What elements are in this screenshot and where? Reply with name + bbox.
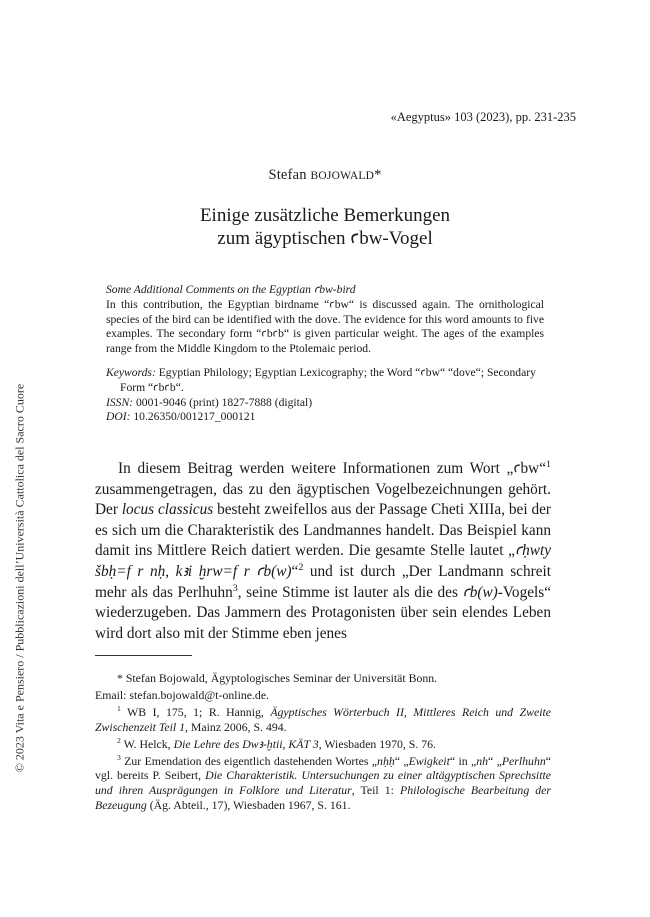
fn-span: “ „ xyxy=(488,753,502,768)
fn-italic: nḥḥ xyxy=(377,753,395,768)
doi-label: DOI: xyxy=(106,410,131,424)
abstract-label: Some Additional Comments on the Egyptian ꜥbw-bird xyxy=(106,283,356,296)
body-span: -Vogels“ wiederzugeben. Das Jammern des Protagonisten über sein elendes Leben wird dort also mit der Stimme eben jenes xyxy=(95,583,551,642)
footnote-email: Email: stefan.bojowald@t-online.de. xyxy=(95,687,270,702)
body-span: und ist durch „Der Landmann schreit mehr als das Perlhuhn xyxy=(95,562,551,601)
footnote-rule xyxy=(95,655,192,656)
fn-span: “ vgl. bereits P. Seibert, xyxy=(95,753,551,783)
footnote-number: 3 xyxy=(117,752,121,762)
issn-label: ISSN: xyxy=(106,395,134,409)
body-span: , seine Stimme ist lauter als die des xyxy=(237,583,463,601)
article-metadata xyxy=(106,366,544,425)
fn-span: (Äg. Abteil., 17), Wiesbaden 1967, S. 161. xyxy=(146,798,351,813)
body-paragraph xyxy=(95,459,551,644)
fn-italic: nh xyxy=(476,753,489,768)
body-text xyxy=(95,459,551,644)
body-span: besteht zweifellos aus der Passage Cheti XIIIa, bei der es sich um die Charakteristik des Landmannes handelt. Das Beispiel kann damit ins Mittlere Reich datiert werden. Die gesamte Stelle lautet „ xyxy=(95,501,551,560)
author-last: BOJOWALD xyxy=(310,170,375,182)
journal-citation: «Aegyptus» 103 (2023), pp. 231-235 xyxy=(390,110,576,124)
footnote-number: 2 xyxy=(117,735,121,745)
footnote-2 xyxy=(95,737,551,752)
author-first: Stefan xyxy=(268,167,307,183)
body-span: In diesem Beitrag werden weitere Informationen zum Wort „ꜥbw“ xyxy=(118,460,547,477)
issn-line xyxy=(106,396,544,411)
footnote-ref: 1 xyxy=(546,458,551,470)
author-footnote-mark: * xyxy=(374,167,382,183)
abstract-text: In this contribution, the Egyptian birdname “ꜥbw“ is discussed again. The ornithological species of the bird can be identified with the dove. The evidence for this word amounts to five examples. The secondary form “ꜥbꜥb“ is given particular weight. The ages of the examples range from the Middle Kingdom to the Ptolemaic period. xyxy=(106,297,544,356)
body-italic: ꜥḥwty šbḥ=f r nḥ, kꜣi ḫrw=f r ꜥb(w) xyxy=(95,542,551,580)
fn-italic: Philologische Bearbeitung der Bezeugung xyxy=(95,783,552,813)
title-line-2: zum ägyptischen ꜥbw-Vogel xyxy=(217,228,433,249)
footnote-ref: 2 xyxy=(298,561,304,573)
body-italic: ꜥb(w) xyxy=(462,583,498,601)
fn-span: WB I, 175, 1; R. Hannig, xyxy=(120,704,271,719)
footnotes xyxy=(95,671,551,815)
fn-italic: Die Charakteristik. Untersuchungen zu einer altägyptischen Sprechsitte und ihren Ausprägungen in Folklore und Literatur xyxy=(95,768,551,798)
fn-italic: Perlhuhn xyxy=(501,753,546,768)
fn-span: “ in „ xyxy=(449,753,477,768)
fn-italic: Ewigkeit xyxy=(408,753,450,768)
body-italic: locus classicus xyxy=(121,501,214,519)
title-line-1: Einige zusätzliche Bemerkungen xyxy=(199,205,451,226)
fn-span: W. Helck, xyxy=(120,736,174,751)
author-name xyxy=(0,167,650,184)
article-title xyxy=(0,204,650,250)
fn-span: , Mainz 2006, S. 494. xyxy=(185,719,287,734)
fn-span: , Wiesbaden 1970, S. 76. xyxy=(318,736,436,751)
fn-italic: Ägyptisches Wörterbuch II, Mittleres Reich und Zweite Zwischenzeit Teil 1 xyxy=(95,704,551,734)
footnote-1 xyxy=(95,705,551,735)
fn-span: , Teil 1: xyxy=(351,783,400,798)
fn-span: “ „ xyxy=(394,753,409,768)
doi-line xyxy=(106,410,544,425)
issn-text: 0001-9046 (print) 1827-7888 (digital) xyxy=(135,395,313,409)
doi-text: 10.26350/001217_000121 xyxy=(133,410,256,424)
fn-italic: Die Lehre des Dwꜣ-ḫtii, KÄT 3 xyxy=(173,736,319,751)
keywords-text-1: Egyptian Philology; Egyptian Lexicography; the Word “ꜥbw“ “dove“; Secondary xyxy=(158,366,536,379)
footnote-number: 1 xyxy=(117,703,121,713)
body-span: “ xyxy=(291,562,299,580)
footnote-author: * Stefan Bojowald, Ägyptologisches Seminar der Universität Bonn. xyxy=(117,671,438,685)
footnote-ref: 3 xyxy=(232,582,238,594)
body-span: zusammengetragen, das zu den ägyptischen Vogelbezeichnungen gehört. Der xyxy=(95,480,551,519)
keywords-text-2: Form “ꜥbꜥb“. xyxy=(120,380,184,394)
footnote-3 xyxy=(95,754,551,814)
copyright-text: © 2023 Vita e Pensiero / Pubblicazioni dell’Università Cattolica del Sacro Cuore xyxy=(12,383,27,773)
abstract xyxy=(106,283,544,357)
keywords-label: Keywords: xyxy=(106,366,156,379)
fn-span: Zur Emendation des eigentlich dastehenden Wortes „ xyxy=(120,753,378,768)
keywords-line xyxy=(106,366,544,381)
